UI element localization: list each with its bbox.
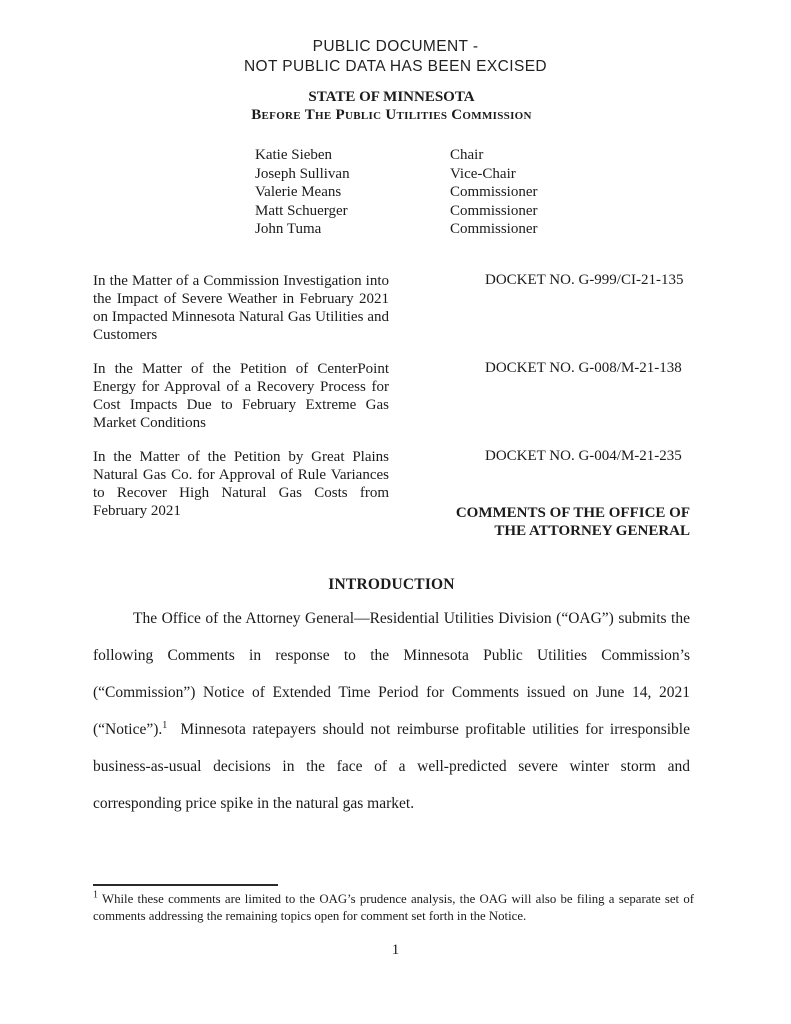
commissioner-row [255,202,538,221]
commissioner-row [255,183,538,202]
footnote-number: 1 [93,889,98,901]
state-heading: STATE OF MINNESOTA [308,89,475,105]
docket-caption-section [93,272,690,536]
docket-number: DOCKET NO. G-008/M-21-138 [485,360,682,376]
commission-heading: Before The Public Utilities Commission [251,106,532,123]
court-header [93,89,690,124]
commissioner-name: Matt Schuerger [255,202,348,219]
commissioner-name: Valerie Means [255,184,342,200]
commissioner-row [255,146,538,165]
docket-row [93,272,690,344]
commissioner-title: Chair [450,147,484,163]
commissioner-title: Commissioner [450,184,538,200]
introduction-paragraph [93,601,690,822]
docket-caption: In the Matter of the Petition by Great Plains Natural Gas Co. for Approval of Rule Variances to Recover High Natural Gas Costs from February 2021 [93,449,389,519]
commissioner-name: Joseph Sullivan [255,165,350,182]
classification-line-2: NOT PUBLIC DATA HAS BEEN EXCISED [243,58,548,75]
page-number: 1 [391,942,400,958]
docket-number: DOCKET NO. G-004/M-21-235 [485,448,682,464]
footnote [93,891,694,924]
commissioner-list [255,146,538,239]
paragraph-text-after-footnote-ref: Minnesota ratepayers should not reimburse profitable utilities for irresponsible business-as-usual decisions in the face of a well-predicted severe winter storm and corresponding price spike in the natural gas market. [93,720,690,812]
classification-line-1: PUBLIC DOCUMENT - [312,38,479,55]
footnote-text: While these comments are limited to the OAG’s prudence analysis, the OAG will also be filing a separate set of comments addressing the remaining topics open for comment set forth in the Notice. [93,892,694,923]
commissioner-name: John Tuma [255,221,322,237]
docket-row [93,360,690,432]
document-title-line-2: THE ATTORNEY GENERAL [494,523,690,539]
document-title-line-1: COMMENTS OF THE OFFICE OF [455,505,690,521]
commissioner-row [255,220,538,239]
docket-number: DOCKET NO. G-999/CI-21-135 [485,272,684,288]
commissioner-name: Katie Sieben [255,147,333,163]
paragraph-text-before-footnote-ref: The Office of the Attorney General—Residential Utilities Division (“OAG”) submits the following Comments in response to the Minnesota Public Utilities Commission’s (“Commission”) Notice of Extended Time Period for Comments issued on June 14, 2021 (“Notice”). [93,610,690,738]
introduction-heading: INTRODUCTION [328,576,455,593]
docket-caption: In the Matter of the Petition of CenterPoint Energy for Approval of a Recovery Process for Cost Impacts Due to February Extreme Gas Market Conditions [93,361,389,431]
docket-caption: In the Matter of a Commission Investigation into the Impact of Severe Weather in February 2021 on Impacted Minnesota Natural Gas Utilities and Customers [93,273,389,343]
commissioner-title: Commissioner [450,202,538,219]
classification-header [0,37,791,77]
commissioner-title: Vice-Chair [450,165,516,182]
footnote-separator-rule [93,884,278,886]
commissioner-row [255,165,538,184]
footnote-reference-marker: 1 [162,719,168,731]
document-title [428,504,690,540]
commissioner-title: Commissioner [450,221,538,237]
